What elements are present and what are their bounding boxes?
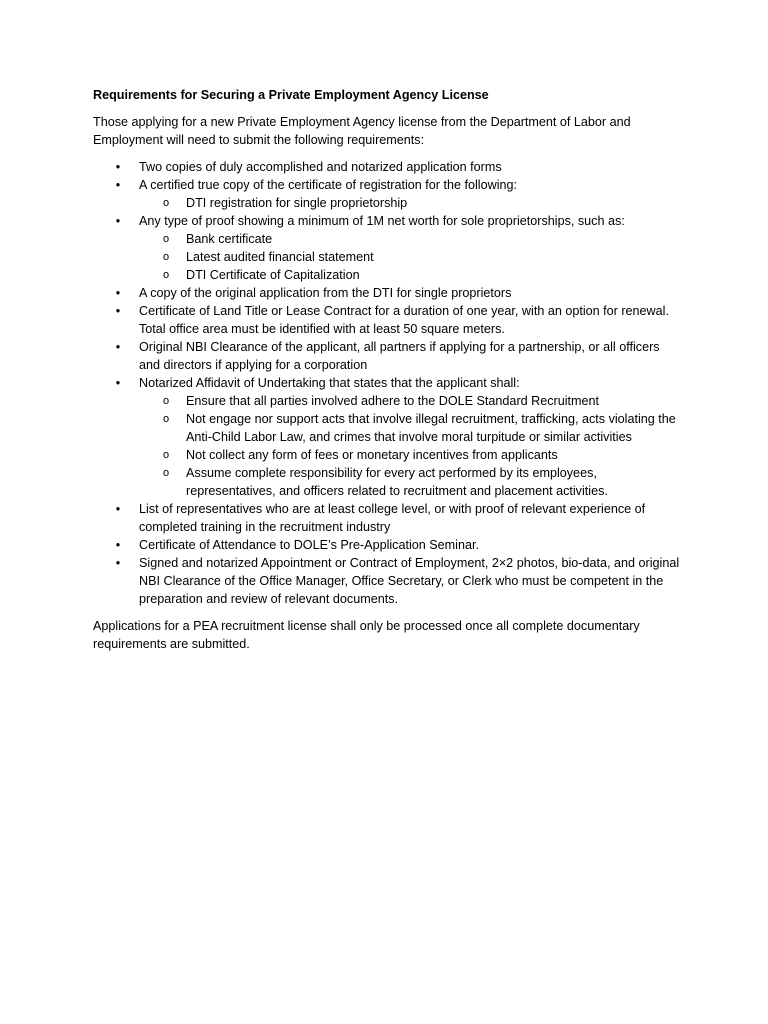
requirement-text: Certificate of Attendance to DOLE’s Pre-Application Seminar. <box>139 538 479 552</box>
requirement-text: Signed and notarized Appointment or Contract of Employment, 2×2 photos, bio-data, and original NBI Clearance of the Office Manager, Office Secretary, or Clerk who must be competent in the preparation and review of relevant documents. <box>139 556 680 606</box>
bullet-icon: • <box>115 502 121 516</box>
bullet-icon: • <box>115 376 121 390</box>
requirement-text: Certificate of Land Title or Lease Contract for a duration of one year, with an option for renewal. Total office area must be identified with at least 50 square meters. <box>139 304 669 336</box>
sub-requirement-text: Not collect any form of fees or monetary incentives from applicants <box>186 448 558 462</box>
requirement-text: Notarized Affidavit of Undertaking that states that the applicant shall: <box>139 376 520 390</box>
sub-requirement-text: Not engage nor support acts that involve illegal recruitment, trafficking, acts violating the Anti-Child Labor Law, and crimes that involve moral turpitude or similar activities <box>186 412 676 444</box>
requirement-item <box>93 338 683 374</box>
sub-requirement-item <box>139 446 683 464</box>
circle-bullet-icon: o <box>162 395 170 407</box>
requirement-text: A certified true copy of the certificate of registration for the following: <box>139 178 518 192</box>
sub-requirement-text: Bank certificate <box>186 232 273 246</box>
sub-requirement-item <box>139 194 683 212</box>
sub-requirement-text: Assume complete responsibility for every act performed by its employees, representatives, and officers related to recruitment and placement activities. <box>186 466 608 498</box>
requirement-text: Original NBI Clearance of the applicant, all partners if applying for a partnership, or all officers and directors if applying for a corporation <box>139 340 660 372</box>
sub-requirements-list <box>139 392 683 500</box>
sub-requirement-item <box>139 410 683 446</box>
requirement-item <box>93 500 683 536</box>
circle-bullet-icon: o <box>162 197 170 209</box>
sub-requirement-item <box>139 266 683 284</box>
requirement-item <box>93 284 683 302</box>
document-title: Requirements for Securing a Private Employment Agency License <box>93 88 489 102</box>
sub-requirement-text: DTI registration for single proprietorship <box>186 196 408 210</box>
requirement-item <box>93 158 683 176</box>
sub-requirement-text: DTI Certificate of Capitalization <box>186 268 360 282</box>
sub-requirement-item <box>139 248 683 266</box>
requirement-item <box>93 536 683 554</box>
circle-bullet-icon: o <box>162 233 170 245</box>
circle-bullet-icon: o <box>162 449 170 461</box>
sub-requirements-list <box>139 194 683 212</box>
requirement-item <box>93 176 683 212</box>
bullet-icon: • <box>115 556 121 570</box>
sub-requirement-item <box>139 230 683 248</box>
bullet-icon: • <box>115 286 121 300</box>
requirement-item <box>93 374 683 500</box>
circle-bullet-icon: o <box>162 413 170 425</box>
requirements-list <box>93 158 683 608</box>
circle-bullet-icon: o <box>162 467 170 479</box>
requirement-text: Any type of proof showing a minimum of 1M net worth for sole proprietorships, such as: <box>139 214 625 228</box>
requirement-item <box>93 302 683 338</box>
requirement-text: Two copies of duly accomplished and notarized application forms <box>139 160 502 174</box>
bullet-icon: • <box>115 340 121 354</box>
bullet-icon: • <box>115 304 121 318</box>
sub-requirements-list <box>139 230 683 284</box>
bullet-icon: • <box>115 538 121 552</box>
closing-paragraph: Applications for a PEA recruitment license shall only be processed once all complete documentary requirements are submitted. <box>93 619 640 651</box>
requirement-item <box>93 212 683 284</box>
document-page <box>93 86 683 653</box>
requirement-item <box>93 554 683 608</box>
requirement-text: A copy of the original application from the DTI for single proprietors <box>139 286 512 300</box>
bullet-icon: • <box>115 178 121 192</box>
circle-bullet-icon: o <box>162 251 170 263</box>
sub-requirement-text: Latest audited financial statement <box>186 250 374 264</box>
bullet-icon: • <box>115 214 121 228</box>
sub-requirement-text: Ensure that all parties involved adhere to the DOLE Standard Recruitment <box>186 394 600 408</box>
intro-paragraph: Those applying for a new Private Employment Agency license from the Department of Labor and Employment will need to submit the following requirements: <box>93 115 631 147</box>
requirement-text: List of representatives who are at least college level, or with proof of relevant experience of completed training in the recruitment industry <box>139 502 646 534</box>
sub-requirement-item <box>139 392 683 410</box>
bullet-icon: • <box>115 160 121 174</box>
sub-requirement-item <box>139 464 683 500</box>
circle-bullet-icon: o <box>162 269 170 281</box>
